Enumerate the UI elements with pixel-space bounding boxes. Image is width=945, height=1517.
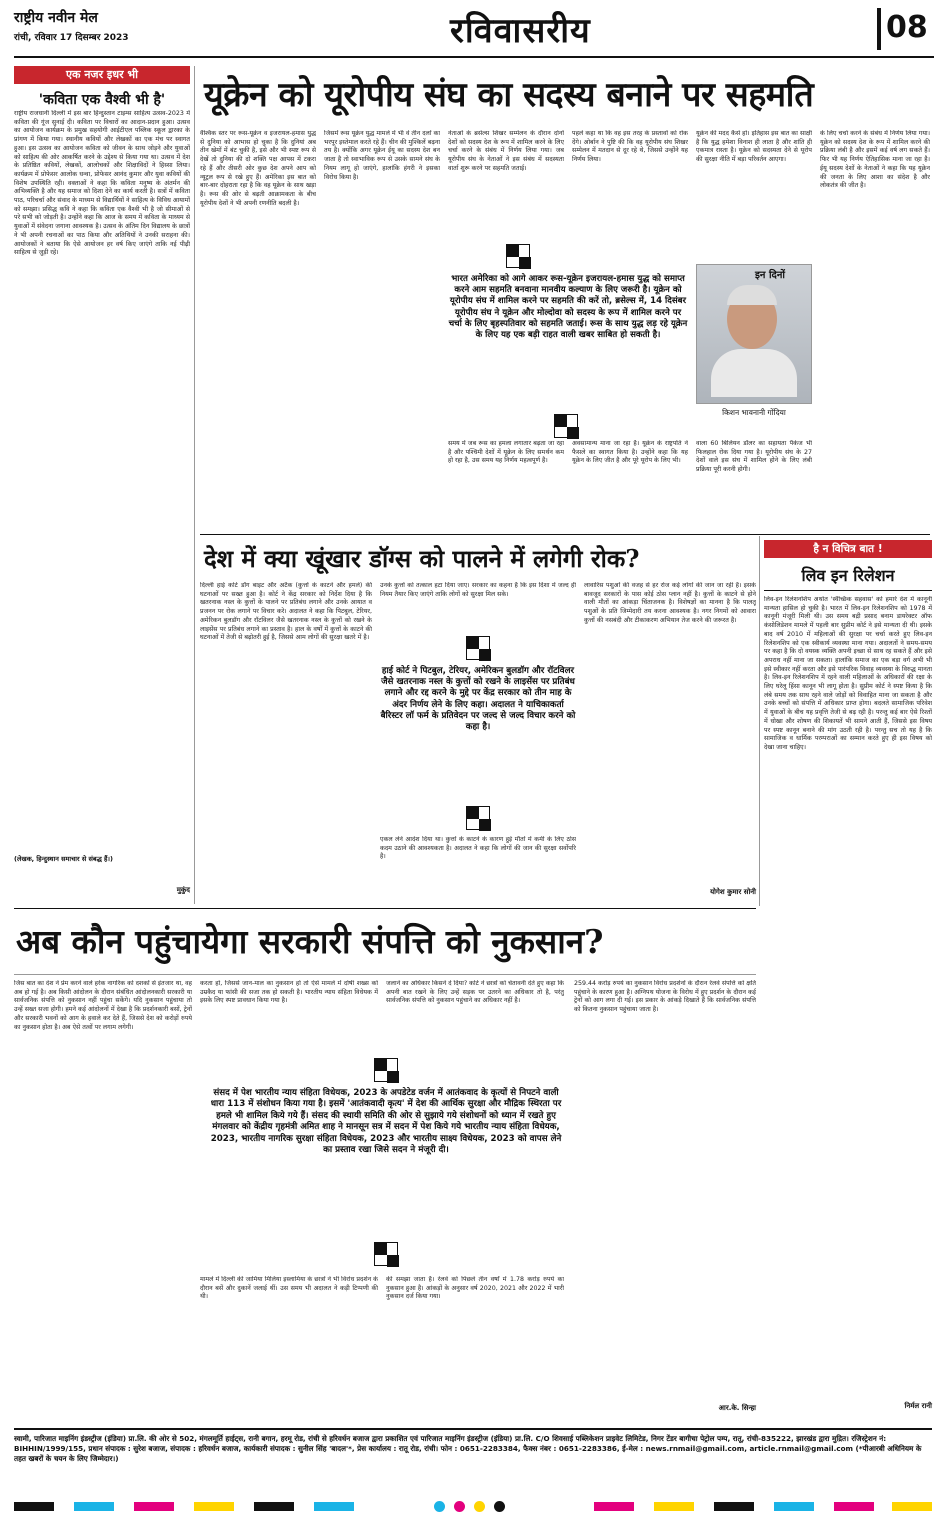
story-dogs-marker-top (466, 636, 490, 660)
color-registration-bar (14, 1502, 932, 1512)
story-dogs-bottom: एकल लेने आदेश दिया था। कुत्तों के काटने के कारण हुई मौतों में कमी के लिए ठोस कदम उठाने की आवश्यकता है। अदालत ने कहा कि लोगों की जान की सुरक्षा सर्वोपरि है। (380, 836, 576, 861)
story-property-col3: जलाने का अधिकार किसने दे दिया? कोर्ट ने छात्रों को चेतावनी देते हुए कहा कि अपनी बात रखने के लिए उन्हें सड़क पर उतरने का अधिकार तो है, परंतु सार्वजनिक संपत्ति को नुकसान पहुंचाने का अधिकार नहीं है। (386, 980, 564, 1005)
pullquote-marker-bottom (554, 414, 578, 438)
story-ukraine-col3: नेताओं के ब्रसेल्स शिखर सम्मेलन के दौरान दोनों देशों को सदस्य देश के रूप में शामिल करने के लिए चर्चा करने के संबंध में निर्णय लिया गया। जब यूरोपीय संघ के नेताओं ने इस संबंध में सदस्यता वार्ता शुरू करने पर सहमति जताई। (448, 130, 564, 172)
story3-headline-rule (14, 974, 756, 975)
sidebar-right (764, 540, 932, 1420)
pullquote-marker-top (506, 244, 530, 268)
story-property-marker-bottom (374, 1242, 398, 1266)
story-ukraine-col5: यूक्रेन की मदद कैसे हो। इतिहास इस बात का साक्षी है कि युद्ध हमेशा विनाश ही लाता है और शांति ही एकमात्र रास्ता है। यूक्रेन को सदस्यता देने से यूरोप की सुरक्षा नीति में बड़ा परिवर्तन आएगा। (696, 130, 812, 164)
sidebar-right-body: लिव-इन रिलेशनशिप अर्थात 'स्वैच्छिक सहवास' को हमारे देश में कानूनी मान्यता हासिल हो चुकी है। भारत में लिव-इन रिलेशनशिप को 1978 में कानूनी मंजूरी मिली थी। उस समय बद्री प्रसाद बनाम डायरेक्टर ऑफ कंसोलिडेशन मामले में पहली बार सुप्रीम कोर्ट ने इसे मान्यता दी थी। इसके बाद वर्ष 2010 में महिलाओं की सुरक्षा पर चर्चा करते हुए लिव-इन रिलेशनशिप को एक स्वीकार्य व्यवस्था माना गया। अदालतों ने समय-समय पर कहा है कि दो वयस्क व्यक्ति अपनी इच्छा से साथ रह सकते हैं और इसे अपराध नहीं माना जा सकता। हालांकि समाज का एक बड़ा वर्ग अभी भी इसे स्वीकार नहीं करता और इसे पारंपरिक विवाह व्यवस्था के विरुद्ध मानता है। लिव-इन रिलेशनशिप में रहने वाली महिलाओं के अधिकारों की रक्षा के लिए घरेलू हिंसा कानून भी लागू होता है। सुप्रीम कोर्ट ने स्पष्ट किया है कि लंबे समय तक साथ रहने वाले जोड़ों को विवाहित माना जा सकता है और उनके बच्चों को संपत्ति में अधिकार प्राप्त होगा। बदलते सामाजिक परिवेश में युवाओं के बीच यह प्रवृत्ति तेजी से बढ़ रही है। परन्तु कई बार ऐसे रिश्तों में धोखा और शोषण की शिकायतें भी सामने आती हैं, जिससे इस विषय पर स्पष्ट कानून बनाने की मांग उठती रही है। परन्तु सच तो यह है कि सामाजिक व धार्मिक परम्पराओं का सम्मान करते हुए ही इस विषय को देखा जाना चाहिए। (764, 596, 932, 751)
sidebar-left (14, 66, 190, 906)
story-property-pullquote: संसद में पेश भारतीय न्याय संहिता विधेयक, 2023 के अपडेटेड वर्जन में आतंकवाद के कृत्यों से निपटने वाली धारा 113 में संशोधन किया गया है। इसमें 'आतंकवादी कृत्य' में देश की आर्थिक सुरक्षा और मौद्रिक स्थिरता पर हमले भी शामिल किये गये हैं। संसद की स्थायी समिति की ओर से सुझाये गये संशोधनों को ध्यान में रखते हुए मंगलवार को केंद्रीय गृहमंत्री अमित शाह ने मानसून सत्र में सदन में पेश किये गये भारतीय न्याय संहिता विधेयक, 2023, भारतीय नागरिक सुरक्षा संहिता विधेयक, 2023 और भारतीय साक्ष्य विधेयक, 2023 को वापस लेने का प्रस्ताव रखा जिसे सदन ने मंजूरी दी। (210, 1088, 562, 1156)
footer-imprint: स्वामी, पारिजात माइनिंग इंडस्ट्रीज (इंडिया) प्रा.लि. की ओर से 502, मंगलमूर्ति हाईट्स, रानी बगान, हरमू रोड, रांची से हरिवर्धन बजाज द्वारा प्रकाशित एवं पारिजात माइनिंग इंडस्ट्रीज (इंडिया) प्रा.लि. C/O शिवसाई पब्लिकेशन प्राइवेट लिमिटेड, निगर टेंडर बागीचा पेट्रोल पम्प, रातू, रांची-835222, झारखंड द्वारा मुद्रित। रजिस्ट्रेशन नं: BIHHIN/1999/155, प्रधान संपादक : सुरेश बजाज, संपादक : हरिवर्धन बजाज, कार्यकारी संपादक : सुनील सिंह 'बादल'*, प्रेस कार्यालय : रातू रोड, रांची। फोन : 0651-2283384, फैक्स नंबर : 0651-2283386, ई-मेल : news.rnmail@gmail.com, article.rnmail@gmail.com (*पीआरबी अधिनियम के तहत खबरों के चयन के लिए जिम्मेदार।) (14, 1434, 922, 1463)
story-ukraine-pullquote: भारत अमेरिका को आगे आकर रूस-यूक्रेन इजरायल-हमास युद्ध को समाप्त करने आम सहमति बनवाना मानवीय कल्याण के लिए जरूरी है। यूक्रेन को यूरोपीय संघ में शामिल करने पर सहमति की करें तो, ब्रसेल्स में, 14 दिसंबर यूरोपीय संघ ने यूक्रेन और मोल्दोवा को सदस्य के रूप में शामिल करने पर चर्चा के लिए बृहस्पतिवार को सहमति जताई। रूस के साथ युद्ध लड़ रहे यूक्रेन के लिए यह एक बड़ी राहत वाली खबर साबित हो सकती है। (448, 274, 688, 341)
columnist-tag: इन दिनों (755, 270, 785, 281)
page-number: 08 (886, 10, 928, 45)
sidebar-right-rule (764, 590, 932, 591)
story-property-author: आर.के. सिन्हा (718, 1404, 756, 1412)
story-property-headline: अब कौन पहुंचायेगा सरकारी संपत्ति को नुकसान? (16, 922, 604, 961)
story-ukraine-col6: के लिए चर्चा करने के संबंध में निर्णय लिया गया। यूक्रेन को सदस्य देश के रूप में शामिल करने की प्रक्रिया लंबी है और इसमें कई वर्ष लग सकते हैं। फिर भी यह निर्णय ऐतिहासिक माना जा रहा है। ईयू सदस्य देशों के नेताओं ने कहा कि यह यूक्रेन की जनता के लिए आशा का संदेश है और लोकतंत्र की जीत है। (820, 130, 930, 190)
story-property (14, 910, 756, 1424)
sidebar-right-tag: है न विचित्र बात ! (764, 540, 932, 558)
story-dogs-pullquote: हाई कोर्ट ने पिटबुल, टेरियर, अमेरिकन बुलडॉग और रॉटविलर जैसे खतरनाक नस्ल के कुत्तों को रखने के लाइसेंस पर प्रतिबंध लगाने और रद्द करने के मुद्दे पर केंद्र सरकार को तीन माह के अंदर निर्णय लेने के लिए कहा। अदालत ने याचिकाकर्ता बैरिस्टर लॉ फर्म के प्रतिवेदन पर जल्द से जल्द विचार करने को कहा है। (380, 666, 576, 733)
story-dogs-col2: उनके कुत्तों को तत्काल हटा दिया जाए। सरकार का कहना है कि इस दिशा में जल्द ही नियम तैयार किए जाएंगे ताकि लोगों को सुरक्षा मिल सके। (380, 582, 576, 598)
pullquote-box (448, 244, 688, 434)
story-ukraine-bottom-col2: समय में जब रूस का हमला लगातार बढ़ता जा रहा है और पश्चिमी देशों में यूक्रेन के लिए समर्थन कम हो रहा है, उस समय यह निर्णय महत्वपूर्ण है। (448, 440, 564, 465)
masthead (0, 0, 945, 64)
story2-divider (759, 536, 760, 906)
story3-top-rule (14, 908, 756, 909)
story-dogs-headline: देश में क्या खूंखार डॉग्स को पालने में लगेगी रोक? (204, 544, 640, 573)
story-property-marker-top (374, 1058, 398, 1082)
story-ukraine (200, 64, 930, 534)
sidebar-title: 'कविता एक वैश्वी भी है' (38, 92, 166, 108)
story-dogs-col1: दिल्ली हाई कोर्ट डॉग बाइट और अटैक (कुत्तों के काटने और हमले) की घटनाओं पर सख्त हुआ है। कोर्ट ने केंद्र सरकार को निर्देश दिया है कि खतरनाक नस्ल के कुत्तों के पालने पर प्रतिबंध लगाने और उनके आयात व प्रजनन पर रोक लगाने पर विचार करे। अदालत ने कहा कि पिटबुल, टेरियर, अमेरिकन बुलडॉग और रॉटविलर जैसे खतरनाक नस्ल के कुत्तों को रखने के लाइसेंस पर प्रतिबंध लगाने का प्रस्ताव है। हाल के वर्षों में कुत्तों के काटने की घटनाओं में तेजी से बढ़ोतरी हुई है, जिससे आम लोगों की सुरक्षा खतरे में है। (200, 582, 372, 642)
columnist-name: किशन भावनानी गोंदिया (722, 408, 786, 417)
footer-rule (14, 1428, 932, 1430)
story-ukraine-col2: जिसमें रूस यूक्रेन युद्ध मामले में भी वे तीन दलों का भरपूर इस्तेमाल करते रहे हैं। चीन की मुश्किलें बढ़ना तय है। क्योंकि अगर यूक्रेन ईयू का सदस्य देश बन जाता है तो स्वाभाविक रूप से उसके सामने संघ के नियम लागू हो जाएंगे, हालांकि हंगरी ने इसका विरोध किया है। (324, 130, 440, 181)
sidebar-right-title: लिव इन रिलेशन (801, 566, 895, 585)
dateline: रांची, रविवार 17 दिसम्बर 2023 (14, 33, 129, 43)
story-ukraine-col1: वैश्विक स्तर पर रूस-यूक्रेन व इजरायल-हमास युद्ध से दुनिया को आभास हो चुका है कि दुनियां अब तीन खेमों में बंट चुकी है, इसे और भी स्पष्ट रूप से देखें तो दुनिया की दो शक्ति पक्ष आपस में टकरा रहे हैं और तीसरी ओर कुछ देश अपने आप को न्यूट्रल रूप से रखे हुए हैं। अमेरिका इस बात को बार-बार दोहराता रहा है कि वह यूक्रेन के साथ खड़ा है। रूस की ओर से बढ़ती आक्रामकता के बीच यूरोपीय देशों ने भी अपनी रणनीति बदली है। (200, 130, 316, 207)
story-ukraine-col4: पहले कहा था कि वह इस तरह के प्रस्तावों को रोक देंगे। ओर्बान ने पुष्टि की कि वह यूरोपीय संघ शिखर सम्मेलन में मतदान से दूर रहे थे, जिससे उन्होंने यह निर्णय लिया। (572, 130, 688, 164)
story-ukraine-bottom-col3: अवसामान्य माना जा रहा है। यूक्रेन के राष्ट्रपति ने फैसले का स्वागत किया है। उन्होंने कहा कि यह यूक्रेन के लिए जीत है और पूरे यूरोप के लिए भी। (572, 440, 688, 465)
paper-name: राष्ट्रीय नवीन मेल (14, 10, 98, 26)
story-property-col1: जिस बात का देश ने प्रेम करने वाले हरेक नागरिक को दशकों से इंतजार था, वह अब हो गई है। अब किसी आंदोलन के दौरान संबंधित आंदोलनकारी सरकारी या सार्वजनिक संपत्ति को नुकसान नहीं पहुंचा सकेंगे। यदि नुकसान पहुंचाया तो उन्हें सख्त सजा होगी। हमने कई आंदोलनों में देखा है कि प्रदर्शनकारी बसों, ट्रेनों और सरकारी भवनों को आग के हवाले कर देते हैं, जिससे देश को करोड़ों रुपये का नुकसान होता है। अब ऐसे तत्वों पर लगाम लगेगी। (14, 980, 192, 1031)
story-dogs-marker-bottom (466, 806, 490, 830)
sidebar-credit: (लेखक, हिन्दुस्थान समाचार से संबद्ध हैं।) (14, 855, 113, 863)
portrait-body (711, 349, 797, 397)
sidebar-divider (194, 66, 195, 904)
masthead-rule (14, 56, 934, 58)
story-dogs-col3: लावारिस पशुओं की वजह से हर रोज कई लोगों की जान जा रही है। इसके बावजूद सरकारों के पास कोई ठोस प्लान नहीं है। कुत्तों के काटने से होने वाली मौतों का आंकड़ा चिंताजनक है। विशेषज्ञों का मानना है कि पालतू पशुओं के प्रति जिम्मेदारी तय करना आवश्यक है। नगर निगमों को आवारा कुत्तों की नसबंदी और टीकाकरण अभियान तेज करने की जरूरत है। (584, 582, 756, 624)
story-dogs-author: योगेश कुमार सोनी (710, 888, 756, 896)
columnist-photo (696, 264, 812, 404)
sidebar-right-author: निर्मल रानी (904, 1402, 932, 1410)
story-dogs (200, 536, 756, 908)
section-title: रविवासरीय (450, 11, 591, 51)
story-property-col2: करता हो, जिससे जान-माल का नुकसान हो तो ऐसे मामले में दोषी शख्स को उम्रकैद या फांसी की सजा तक हो सकती है। भारतीय न्याय संहिता विधेयक में इसके लिए स्पष्ट प्रावधान किया गया है। (200, 980, 378, 1005)
sidebar-tag: एक नजर इधर भी (14, 66, 190, 84)
story-property-col4: 259.44 करोड़ रुपये का नुकसान विरोध प्रदर्शनों के दौरान रेलवे संपत्ति को क्षति पहुंचाने के कारण हुआ है। अग्निपथ योजना के विरोध में हुए प्रदर्शन के दौरान कई ट्रेनों को आग लगा दी गई। इस प्रकार के आंकड़े दिखाते हैं कि सार्वजनिक संपत्ति को कितना नुकसान पहुंचाया जाता है। (574, 980, 756, 1014)
story-property-bottom-col3: की समझा जाता है। रेलवे को पिछले तीन वर्षों में 1.78 करोड़ रुपये का नुकसान हुआ है। आंकड़ों के अनुसार वर्ष 2020, 2021 और 2022 में भारी नुकसान दर्ज किया गया। (386, 1276, 564, 1301)
story1-bottom-rule (200, 534, 930, 535)
story-ukraine-bottom-col4: वाला 60 बिलियन डॉलर का सहायता पैकेज भी फिलहाल रोक दिया गया है। यूरोपीय संघ के 27 देशों वाले इस संघ में शामिल होने के लिए लंबी प्रक्रिया पूरी करनी होगी। (696, 440, 812, 474)
story-ukraine-headline: यूक्रेन को यूरोपीय संघ का सदस्य बनाने पर सहमति (204, 75, 814, 115)
story-property-bottom-col2: मामले में दिल्ली की जामिया मिलिया इस्लामिया के छात्रों ने भी विरोध प्रदर्शन के दौरान बसें और दुकानें जलाई थीं। उस समय भी अदालत ने कड़ी टिप्पणी की थी। (200, 1276, 378, 1301)
sidebar-body: राष्ट्रीय राजधानी दिल्ली में इस बार हिन्दुस्तान टाइम्स साहित्य उत्सव-2023 में कविता की गूंज सुनाई दी। कविता पर विचारों का आदान-प्रदान हुआ। उत्सव का आयोजन कार्यक्रम के प्रमुख सहयोगी आईटीएल पब्लिक स्कूल द्वारका के प्रांगण में किया गया। स्थानीय कवियों और लेखकों का एक मंच पर स्वागत हुआ। इस उत्सव का आयोजन कविता को जीवन के साथ जोड़ने और युवाओं को साहित्य की ओर आकर्षित करने के उद्देश्य से किया गया था। उत्सव में देश के प्रतिष्ठित कवियों, लेखकों, आलोचकों और शिक्षाविदों ने हिस्सा लिया। कार्यक्रम में प्रोफेसर आलोक धन्वा, प्रोफेसर आनंद कुमार और युवा कवियों की विशेष उपस्थिति रही। वक्ताओं ने कहा कि कविता मनुष्य के अंतर्मन की अभिव्यक्ति है और यह समाज को दिशा देने का कार्य करती है। सत्रों में कविता पाठ, परिचर्चा और संवाद के माध्यम से विद्यार्थियों ने साहित्य के विविध आयामों को समझा। प्रसिद्ध कवि ने कहा कि कविता एक वैश्वी भी है जो सीमाओं से परे सभी को जोड़ती है। उन्होंने कहा कि आज के समय में कविता के माध्यम से युवाओं में संवेदना जगाना आवश्यक है। उत्सव के अंतिम दिन विद्यालय के छात्रों ने भी अपनी रचनाओं का पाठ किया और अतिथियों ने उनकी सराहना की। आयोजकों ने बताया कि ऐसे आयोजन हर वर्ष किए जाएंगे ताकि नई पीढ़ी साहित्य से जुड़ी रहे। (14, 110, 190, 257)
sidebar-author: मुकुंद (176, 886, 190, 894)
portrait-hair (727, 285, 777, 305)
page-number-divider (877, 8, 881, 50)
